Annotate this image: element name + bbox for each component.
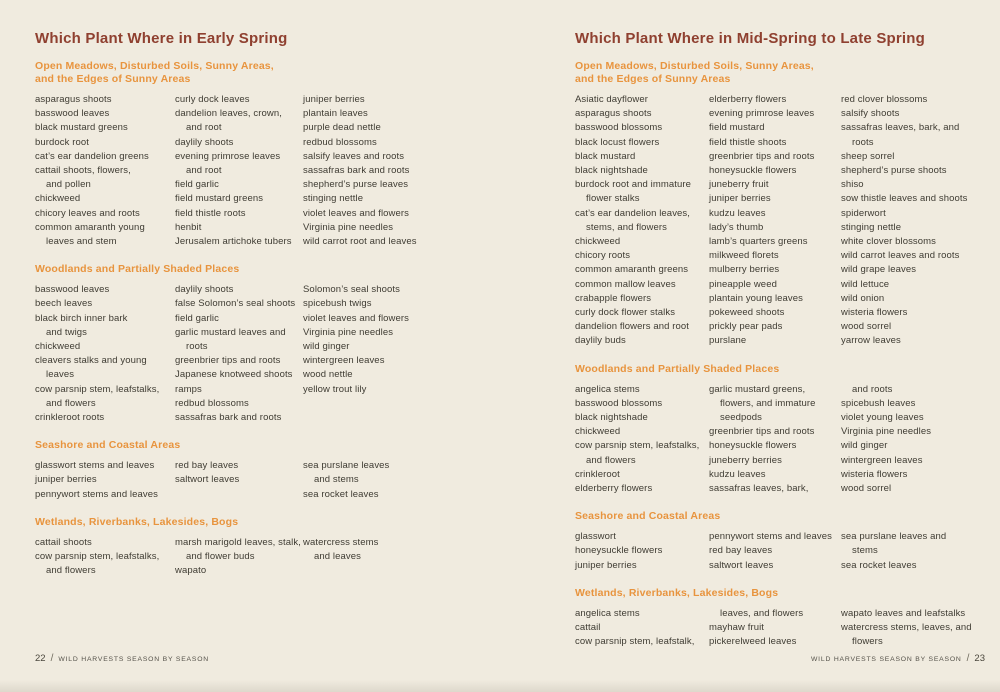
plant-item: shepherd’s purse leaves: [303, 179, 409, 191]
plant-item: sassafras leaves, bark,: [709, 483, 809, 495]
habitat-section: [35, 516, 487, 579]
plant-item: wild ginger: [841, 440, 888, 452]
plant-item: juniper berries: [709, 193, 771, 205]
plant-item: and pollen: [46, 179, 91, 191]
plant-item: basswood blossoms: [575, 397, 663, 409]
plant-item: field mustard: [709, 122, 765, 134]
section-heading-line: Open Meadows, Disturbed Soils, Sunny Areas,: [575, 60, 814, 72]
plant-item: wood nettle: [303, 369, 353, 381]
plant-columns: [575, 383, 997, 497]
plant-item: leaves: [46, 369, 75, 381]
plant-item: chickweed: [35, 193, 81, 205]
plant-item: stems, and flowers: [586, 221, 667, 233]
plant-item: and flower buds: [186, 551, 255, 563]
plant-item: sea rocket leaves: [303, 488, 379, 500]
plant-item: lamb’s quarters greens: [709, 236, 808, 248]
plant-item: pennywort stems and leaves: [35, 488, 158, 500]
plant-item: chickweed: [35, 341, 81, 353]
plant-column: [709, 93, 841, 349]
plant-item: cattail: [575, 622, 601, 634]
plant-item: cow parsnip stem, leafstalks,: [35, 551, 160, 563]
plant-item: cow parsnip stem, leafstalk,: [575, 636, 695, 648]
plant-item: basswood leaves: [35, 108, 110, 120]
footer-separator: /: [966, 653, 970, 664]
plant-item: and flowers: [46, 397, 96, 409]
plant-column: [175, 536, 303, 579]
plant-item: plantain young leaves: [709, 292, 804, 304]
plant-item: wild grape leaves: [841, 264, 917, 276]
section-heading: [35, 516, 487, 529]
plant-item: kudzu leaves: [709, 468, 766, 480]
plant-column: [303, 459, 487, 502]
plant-item: cleavers stalks and young: [35, 355, 147, 367]
plant-columns: [35, 283, 487, 425]
plant-item: field garlic: [175, 312, 219, 324]
plant-item: black nightshade: [575, 165, 648, 177]
plant-item: elderberry flowers: [709, 94, 787, 105]
plant-item: daylily shoots: [175, 284, 234, 296]
habitat-section: [575, 587, 997, 650]
plant-item: lady’s thumb: [709, 221, 764, 233]
plant-item: white clover blossoms: [841, 236, 937, 248]
plant-item: Solomon’s seal shoots: [303, 284, 400, 296]
plant-column: [575, 383, 709, 497]
plant-item: red clover blossoms: [841, 94, 928, 105]
section-heading: [575, 587, 997, 600]
plant-item: evening primrose leaves: [175, 150, 281, 162]
plant-column: [841, 93, 997, 349]
running-title: WILD HARVESTS SEASON BY SEASON: [810, 656, 962, 663]
plant-item: evening primrose leaves: [709, 108, 815, 120]
plant-item: purslane: [709, 335, 747, 347]
plant-column: [575, 607, 709, 650]
plant-item: field thistle roots: [175, 207, 246, 219]
plant-item: greenbrier tips and roots: [709, 426, 815, 438]
plant-columns: [35, 93, 487, 249]
plant-item: black mustard: [575, 150, 636, 162]
plant-item: pickerelweed leaves: [709, 636, 797, 648]
plant-item: red bay leaves: [175, 460, 239, 472]
plant-item: flowers, and immature: [720, 397, 816, 409]
section-heading-line: Woodlands and Partially Shaded Places: [35, 263, 240, 276]
plant-column: [841, 383, 997, 497]
plant-column: [709, 607, 841, 650]
plant-item: glasswort: [575, 531, 617, 543]
plant-columns: [35, 536, 487, 579]
plant-item: burdock root: [35, 136, 90, 148]
plant-item: cattail shoots, flowers,: [35, 165, 131, 177]
plant-item: sea rocket leaves: [841, 559, 917, 571]
plant-item: marsh marigold leaves, stalk,: [175, 536, 301, 548]
plant-item: dandelion flowers and root: [575, 321, 690, 333]
plant-item: crinkleroot roots: [35, 412, 105, 424]
plant-item: chicory roots: [575, 250, 631, 262]
plant-item: milkweed florets: [709, 250, 779, 262]
plant-item: daylily buds: [575, 335, 626, 347]
plant-item: salsify shoots: [841, 108, 900, 120]
footer-left: [35, 653, 209, 664]
plant-item: cow parsnip stem, leafstalks,: [35, 383, 160, 395]
plant-item: prickly pear pads: [709, 321, 783, 333]
plant-item: and flowers: [46, 565, 96, 577]
habitat-section: [575, 363, 997, 497]
plant-item: cow parsnip stem, leafstalks,: [575, 440, 700, 452]
plant-item: beech leaves: [35, 298, 93, 310]
section-heading-line: Wetlands, Riverbanks, Lakesides, Bogs: [575, 586, 779, 599]
plant-item: Virginia pine needles: [303, 326, 394, 338]
plant-item: stems: [852, 545, 878, 557]
plant-item: wild carrot leaves and roots: [841, 250, 960, 262]
plant-column: [175, 93, 303, 249]
plant-column: [575, 530, 709, 573]
plant-item: wood sorrel: [841, 321, 892, 333]
plant-item: plantain leaves: [303, 108, 368, 120]
plant-item: saltwort leaves: [709, 559, 774, 571]
plant-item: black locust flowers: [575, 136, 660, 148]
plant-item: curly dock leaves: [175, 94, 250, 105]
plant-item: cat’s ear dandelion greens: [35, 150, 149, 162]
plant-item: wild ginger: [303, 341, 350, 353]
section-heading-line: and the Edges of Sunny Areas: [35, 73, 191, 85]
plant-item: dandelion leaves, crown,: [175, 108, 282, 120]
section-heading: [575, 60, 997, 86]
plant-item: pokeweed shoots: [709, 307, 785, 319]
plant-item: ramps: [175, 383, 202, 395]
plant-column: [709, 530, 841, 573]
plant-item: sassafras bark and roots: [303, 165, 410, 177]
plant-item: crabapple flowers: [575, 292, 652, 304]
page-right: [575, 30, 997, 664]
plant-item: kudzu leaves: [709, 207, 766, 219]
plant-item: shepherd’s purse shoots: [841, 165, 947, 177]
page-left: [35, 30, 487, 592]
plant-item: Virginia pine needles: [841, 426, 932, 438]
running-title: WILD HARVESTS SEASON BY SEASON: [58, 656, 210, 663]
plant-item: field garlic: [175, 179, 219, 191]
section-heading-line: Seashore and Coastal Areas: [575, 510, 721, 523]
plant-item: stinging nettle: [303, 193, 364, 205]
plant-item: leaves and stem: [46, 236, 117, 248]
plant-column: [35, 536, 175, 579]
plant-item: and root: [186, 122, 222, 134]
plant-column: [575, 93, 709, 349]
plant-item: cattail shoots: [35, 536, 92, 548]
plant-item: spicebush twigs: [303, 298, 372, 310]
plant-item: glasswort stems and leaves: [35, 460, 155, 472]
plant-item: basswood blossoms: [575, 122, 663, 134]
section-heading: [575, 363, 997, 376]
page-edge-shadow: [0, 680, 1000, 692]
plant-item: spicebush leaves: [841, 397, 916, 409]
plant-item: asparagus shoots: [575, 108, 652, 120]
plant-item: wisteria flowers: [841, 307, 908, 319]
habitat-section: [35, 60, 487, 249]
plant-item: pineapple weed: [709, 278, 777, 290]
plant-item: yarrow leaves: [841, 335, 901, 347]
habitat-section: [35, 263, 487, 425]
plant-column: [175, 283, 303, 425]
plant-item: sassafras leaves, bark, and: [841, 122, 960, 134]
plant-item: basswood leaves: [35, 284, 110, 296]
plant-item: sea purslane leaves: [303, 460, 390, 472]
plant-item: yellow trout lily: [303, 383, 367, 395]
plant-item: greenbrier tips and roots: [175, 355, 281, 367]
footer-separator: /: [50, 653, 54, 664]
plant-item: sassafras bark and roots: [175, 412, 282, 424]
plant-item: violet leaves and flowers: [303, 312, 409, 324]
footer-right: [811, 653, 985, 664]
plant-item: henbit: [175, 221, 202, 233]
plant-item: honeysuckle flowers: [709, 165, 797, 177]
plant-item: juneberry fruit: [709, 179, 769, 191]
section-heading: [35, 439, 487, 452]
plant-item: red bay leaves: [709, 545, 773, 557]
plant-item: garlic mustard leaves and: [175, 326, 286, 338]
plant-item: wapato: [175, 565, 207, 577]
plant-item: chickweed: [575, 426, 621, 438]
plant-item: curly dock flower stalks: [575, 307, 676, 319]
plant-item: juniper berries: [575, 559, 637, 571]
plant-columns: [575, 530, 997, 573]
plant-item: watercress stems, leaves, and: [841, 622, 972, 634]
plant-item: and leaves: [314, 551, 361, 563]
plant-item: and flowers: [586, 454, 636, 466]
plant-item: and root: [186, 165, 222, 177]
plant-item: angelica stems: [575, 383, 640, 395]
section-heading-line: and the Edges of Sunny Areas: [575, 73, 731, 85]
habitat-section: [575, 60, 997, 349]
plant-item: violet young leaves: [841, 412, 924, 424]
section-heading-line: Open Meadows, Disturbed Soils, Sunny Areas,: [35, 60, 274, 72]
plant-item: watercress stems: [303, 536, 379, 548]
plant-item: seedpods: [720, 412, 763, 424]
plant-item: honeysuckle flowers: [709, 440, 797, 452]
plant-item: black mustard greens: [35, 122, 128, 134]
plant-item: daylily shoots: [175, 136, 234, 148]
plant-item: and roots: [852, 383, 893, 395]
plant-item: asparagus shoots: [35, 94, 112, 105]
plant-column: [303, 536, 487, 579]
plant-item: cat’s ear dandelion leaves,: [575, 207, 691, 219]
plant-columns: [575, 93, 997, 349]
plant-column: [841, 607, 997, 650]
plant-columns: [575, 607, 997, 650]
plant-column: [303, 283, 487, 425]
section-heading-line: Seashore and Coastal Areas: [35, 439, 181, 452]
plant-item: juneberry berries: [709, 454, 782, 466]
plant-item: Japanese knotweed shoots: [175, 369, 293, 381]
section-heading: [35, 263, 487, 276]
page-number: 23: [974, 653, 985, 664]
plant-column: [35, 283, 175, 425]
habitat-section: [35, 439, 487, 502]
plant-item: wild carrot root and leaves: [303, 236, 417, 248]
plant-item: Asiatic dayflower: [575, 94, 648, 105]
plant-item: and stems: [314, 474, 359, 486]
plant-item: juniper berries: [303, 94, 365, 105]
plant-item: false Solomon’s seal shoots: [175, 298, 296, 310]
plant-item: greenbrier tips and roots: [709, 150, 815, 162]
plant-item: leaves, and flowers: [720, 607, 804, 619]
plant-column: [303, 93, 487, 249]
plant-item: pennywort stems and leaves: [709, 531, 832, 543]
plant-item: flowers: [852, 636, 883, 648]
sections-container: [575, 60, 997, 650]
plant-column: [35, 93, 175, 249]
plant-item: angelica stems: [575, 607, 640, 619]
plant-item: and twigs: [46, 326, 88, 338]
plant-item: purple dead nettle: [303, 122, 381, 134]
plant-item: shiso: [841, 179, 864, 191]
plant-item: Virginia pine needles: [303, 221, 394, 233]
plant-item: chickweed: [575, 236, 621, 248]
section-heading: [575, 510, 997, 523]
plant-column: [709, 383, 841, 497]
plant-item: black nightshade: [575, 412, 648, 424]
plant-item: wapato leaves and leafstalks: [841, 607, 966, 619]
plant-item: sea purslane leaves and: [841, 531, 947, 543]
plant-item: juniper berries: [35, 474, 97, 486]
plant-item: black birch inner bark: [35, 312, 128, 324]
plant-item: redbud blossoms: [303, 136, 377, 148]
section-heading: [35, 60, 487, 86]
page-title: Which Plant Where in Early Spring: [35, 30, 288, 47]
plant-item: mayhaw fruit: [709, 622, 765, 634]
plant-item: common amaranth greens: [575, 264, 689, 276]
plant-item: redbud blossoms: [175, 397, 249, 409]
plant-item: wild onion: [841, 292, 885, 304]
plant-item: wild lettuce: [841, 278, 890, 290]
sections-container: [35, 60, 487, 578]
plant-column: [841, 530, 997, 573]
plant-item: roots: [852, 136, 874, 148]
plant-item: field thistle shoots: [709, 136, 787, 148]
plant-columns: [35, 459, 487, 502]
plant-item: common amaranth young: [35, 221, 145, 233]
plant-item: common mallow leaves: [575, 278, 676, 290]
plant-item: sow thistle leaves and shoots: [841, 193, 968, 205]
plant-item: wintergreen leaves: [303, 355, 385, 367]
section-heading-line: Wetlands, Riverbanks, Lakesides, Bogs: [35, 515, 239, 528]
plant-item: sheep sorrel: [841, 150, 895, 162]
plant-item: Jerusalem artichoke tubers: [175, 236, 292, 248]
plant-item: honeysuckle flowers: [575, 545, 663, 557]
plant-item: flower stalks: [586, 193, 640, 205]
plant-column: [175, 459, 303, 502]
habitat-section: [575, 510, 997, 573]
plant-item: wintergreen leaves: [841, 454, 923, 466]
plant-item: elderberry flowers: [575, 483, 653, 495]
plant-item: violet leaves and flowers: [303, 207, 409, 219]
plant-item: garlic mustard greens,: [709, 383, 806, 395]
plant-item: wood sorrel: [841, 483, 892, 495]
plant-column: [35, 459, 175, 502]
section-heading-line: Woodlands and Partially Shaded Places: [575, 362, 780, 375]
plant-item: salsify leaves and roots: [303, 150, 405, 162]
plant-item: roots: [186, 341, 208, 353]
plant-item: burdock root and immature: [575, 179, 692, 191]
plant-item: field mustard greens: [175, 193, 264, 205]
page-title: Which Plant Where in Mid-Spring to Late Spring: [575, 30, 926, 47]
plant-item: spiderwort: [841, 207, 886, 219]
plant-item: saltwort leaves: [175, 474, 240, 486]
plant-item: wisteria flowers: [841, 468, 908, 480]
plant-item: chicory leaves and roots: [35, 207, 140, 219]
plant-item: crinkleroot: [575, 468, 620, 480]
plant-item: stinging nettle: [841, 221, 902, 233]
page-number: 22: [35, 653, 46, 664]
plant-item: mulberry berries: [709, 264, 780, 276]
